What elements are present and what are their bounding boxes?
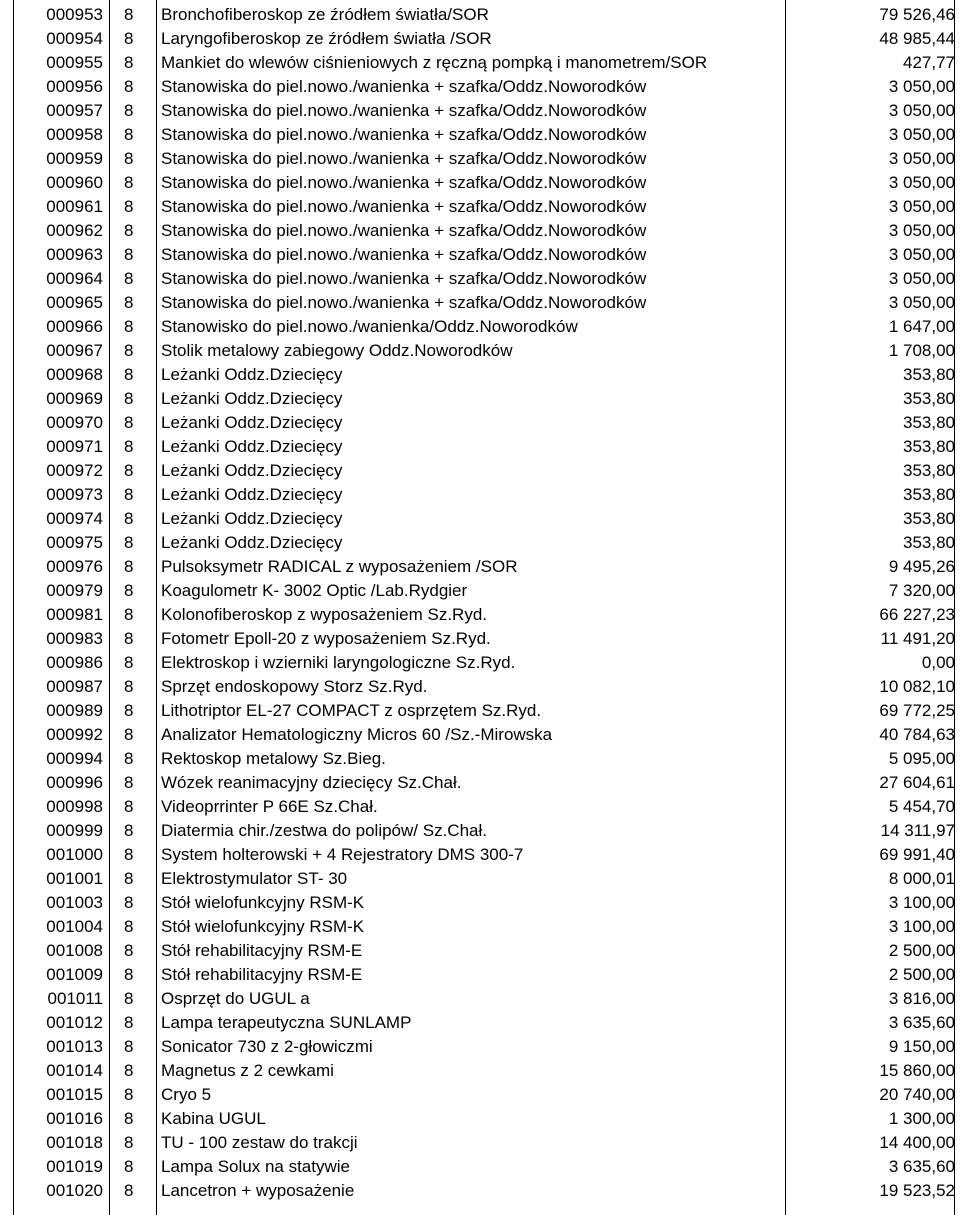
inventory-number-cell: 000961 [46,197,103,216]
group-cell: 8 [124,1157,134,1176]
item-name-cell: Lampa terapeutyczna SUNLAMP [161,1013,412,1032]
inventory-number-cell: 000992 [46,725,103,744]
inventory-number-cell: 000955 [46,53,103,72]
table-row [0,1155,960,1179]
item-name-cell: Stół wielofunkcyjny RSM-K [161,893,365,912]
table-row [0,387,960,411]
value-cell: 3 050,00 [888,173,955,192]
item-name-cell: Mankiet do wlewów ciśnieniowych z ręczną pompką i manometrem/SOR [161,53,708,72]
item-name-cell: Elektroskop i wzierniki laryngologiczne Sz.Ryd. [161,653,516,672]
group-cell: 8 [124,1037,134,1056]
inventory-number-cell: 001015 [46,1085,103,1104]
group-cell: 8 [124,101,134,120]
item-name-cell: System holterowski + 4 Rejestratory DMS 300-7 [161,845,524,864]
value-cell: 427,77 [903,53,955,72]
value-cell: 3 050,00 [888,245,955,264]
table-row [0,819,960,843]
item-name-cell: TU - 100 zestaw do trakcji [161,1133,358,1152]
table-row [0,267,960,291]
value-cell: 353,80 [903,365,955,384]
item-name-cell: Stanowiska do piel.nowo./wanienka + szafka/Oddz.Noworodków [161,269,647,288]
inventory-number-cell: 000989 [46,701,103,720]
value-cell: 353,80 [903,533,955,552]
inventory-number-cell: 000973 [46,485,103,504]
item-name-cell: Koagulometr K- 3002 Optic /Lab.Rydgier [161,581,468,600]
item-name-cell: Magnetus z 2 cewkami [161,1061,334,1080]
inventory-number-cell: 000994 [46,749,103,768]
value-cell: 3 816,00 [888,989,955,1008]
table-row [0,1083,960,1107]
table-row [0,219,960,243]
inventory-number-cell: 000953 [46,5,103,24]
value-cell: 353,80 [903,437,955,456]
group-cell: 8 [124,413,134,432]
table-row [0,483,960,507]
inventory-number-cell: 001016 [46,1109,103,1128]
item-name-cell: Leżanki Oddz.Dziecięcy [161,413,343,432]
value-cell: 5 454,70 [888,797,955,816]
value-cell: 1 300,00 [888,1109,955,1128]
table-row [0,723,960,747]
group-cell: 8 [124,797,134,816]
group-cell: 8 [124,125,134,144]
group-cell: 8 [124,701,134,720]
table-row [0,459,960,483]
value-cell: 48 985,44 [879,29,955,48]
group-cell: 8 [124,389,134,408]
inventory-number-cell: 000957 [46,101,103,120]
item-name-cell: Lithotriptor EL-27 COMPACT z osprzętem Sz.Ryd. [161,701,542,720]
value-cell: 79 526,46 [879,5,955,24]
value-cell: 3 635,60 [888,1013,955,1032]
inventory-number-cell: 000979 [46,581,103,600]
inventory-number-cell: 000998 [46,797,103,816]
group-cell: 8 [124,293,134,312]
table-row [0,651,960,675]
value-cell: 19 523,52 [879,1181,955,1200]
table-row [0,531,960,555]
group-cell: 8 [124,989,134,1008]
value-cell: 11 491,20 [880,629,955,648]
group-cell: 8 [124,269,134,288]
group-cell: 8 [124,893,134,912]
table-row [0,1179,960,1203]
inventory-number-cell: 000999 [46,821,103,840]
inventory-number-cell: 000976 [46,557,103,576]
item-name-cell: Stanowiska do piel.nowo./wanienka + szafka/Oddz.Noworodków [161,221,647,240]
group-cell: 8 [124,485,134,504]
table-row [0,1011,960,1035]
group-cell: 8 [124,365,134,384]
value-cell: 3 050,00 [888,125,955,144]
table-row [0,291,960,315]
value-cell: 15 860,00 [879,1061,955,1080]
table-row [0,771,960,795]
group-cell: 8 [124,221,134,240]
item-name-cell: Stanowiska do piel.nowo./wanienka + szafka/Oddz.Noworodków [161,173,647,192]
item-name-cell: Sonicator 730 z 2-głowiczmi [161,1037,373,1056]
table-row [0,699,960,723]
item-name-cell: Stół wielofunkcyjny RSM-K [161,917,365,936]
inventory-number-cell: 000956 [46,77,103,96]
value-cell: 3 050,00 [888,293,955,312]
item-name-cell: Rektoskop metalowy Sz.Bieg. [161,749,386,768]
value-cell: 27 604,61 [879,773,955,792]
item-name-cell: Stanowiska do piel.nowo./wanienka + szafka/Oddz.Noworodków [161,149,647,168]
table-row [0,963,960,987]
value-cell: 353,80 [903,389,955,408]
group-cell: 8 [124,725,134,744]
item-name-cell: Stanowiska do piel.nowo./wanienka + szafka/Oddz.Noworodków [161,293,647,312]
inventory-number-cell: 001000 [46,845,103,864]
group-cell: 8 [124,557,134,576]
inventory-number-cell: 000959 [46,149,103,168]
group-cell: 8 [124,917,134,936]
value-cell: 353,80 [903,485,955,504]
group-cell: 8 [124,245,134,264]
table-row [0,843,960,867]
item-name-cell: Lancetron + wyposażenie [161,1181,355,1200]
table-row [0,915,960,939]
item-name-cell: Leżanki Oddz.Dziecięcy [161,365,343,384]
table-row [0,27,960,51]
value-cell: 3 050,00 [888,149,955,168]
item-name-cell: Leżanki Oddz.Dziecięcy [161,437,343,456]
item-name-cell: Wózek reanimacyjny dziecięcy Sz.Chał. [161,773,462,792]
inventory-number-cell: 000970 [46,413,103,432]
group-cell: 8 [124,197,134,216]
table-row [0,891,960,915]
group-cell: 8 [124,437,134,456]
group-cell: 8 [124,749,134,768]
value-cell: 3 050,00 [888,101,955,120]
table-row [0,939,960,963]
item-name-cell: Leżanki Oddz.Dziecięcy [161,485,343,504]
value-cell: 353,80 [903,413,955,432]
group-cell: 8 [124,605,134,624]
inventory-number-cell: 001001 [46,869,103,888]
item-name-cell: Stanowiska do piel.nowo./wanienka + szafka/Oddz.Noworodków [161,197,647,216]
table-row [0,51,960,75]
inventory-number-cell: 001011 [47,989,103,1008]
value-cell: 14 311,97 [880,821,955,840]
item-name-cell: Leżanki Oddz.Dziecięcy [161,461,343,480]
table-row [0,507,960,531]
inventory-number-cell: 000975 [46,533,103,552]
inventory-number-cell: 000965 [46,293,103,312]
item-name-cell: Cryo 5 [161,1085,212,1104]
value-cell: 3 050,00 [888,221,955,240]
group-cell: 8 [124,1133,134,1152]
inventory-number-cell: 000996 [46,773,103,792]
item-name-cell: Kabina UGUL [161,1109,266,1128]
group-cell: 8 [124,509,134,528]
table-row [0,1107,960,1131]
table-row [0,1059,960,1083]
item-name-cell: Stół rehabilitacyjny RSM-E [161,941,363,960]
table-row [0,867,960,891]
table-row [0,315,960,339]
item-name-cell: Stolik metalowy zabiegowy Oddz.Noworodków [161,341,513,360]
item-name-cell: Stół rehabilitacyjny RSM-E [161,965,363,984]
group-cell: 8 [124,941,134,960]
group-cell: 8 [124,821,134,840]
table-row [0,195,960,219]
table-row [0,171,960,195]
group-cell: 8 [124,581,134,600]
inventory-number-cell: 001013 [46,1037,103,1056]
item-name-cell: Bronchofiberoskop ze źródłem światła/SOR [161,5,489,24]
value-cell: 353,80 [903,461,955,480]
value-cell: 3 050,00 [888,269,955,288]
group-cell: 8 [124,1109,134,1128]
item-name-cell: Sprzęt endoskopowy Storz Sz.Ryd. [161,677,428,696]
inventory-number-cell: 000960 [46,173,103,192]
value-cell: 69 991,40 [879,845,955,864]
table-row [0,339,960,363]
inventory-number-cell: 000963 [46,245,103,264]
inventory-number-cell: 000981 [46,605,103,624]
group-cell: 8 [124,29,134,48]
inventory-number-cell: 000967 [46,341,103,360]
inventory-number-cell: 001018 [46,1133,103,1152]
item-name-cell: Stanowiska do piel.nowo./wanienka + szafka/Oddz.Noworodków [161,245,647,264]
group-cell: 8 [124,965,134,984]
value-cell: 7 320,00 [888,581,955,600]
value-cell: 8 000,01 [888,869,955,888]
group-cell: 8 [124,341,134,360]
table-row [0,363,960,387]
item-name-cell: Diatermia chir./zestwa do polipów/ Sz.Chał. [161,821,487,840]
group-cell: 8 [124,173,134,192]
item-name-cell: Lampa Solux na statywie [161,1157,350,1176]
table-row [0,987,960,1011]
table-row [0,1035,960,1059]
value-cell: 9 150,00 [888,1037,955,1056]
group-cell: 8 [124,5,134,24]
item-name-cell: Analizator Hematologiczny Micros 60 /Sz.-Mirowska [161,725,553,744]
group-cell: 8 [124,53,134,72]
inventory-number-cell: 000968 [46,365,103,384]
inventory-number-cell: 000966 [46,317,103,336]
value-cell: 3 100,00 [888,893,955,912]
group-cell: 8 [124,629,134,648]
group-cell: 8 [124,77,134,96]
inventory-table [0,3,960,1203]
group-cell: 8 [124,773,134,792]
value-cell: 2 500,00 [888,965,955,984]
group-cell: 8 [124,869,134,888]
item-name-cell: Stanowiska do piel.nowo./wanienka + szafka/Oddz.Noworodków [161,101,647,120]
inventory-number-cell: 001014 [46,1061,103,1080]
inventory-number-cell: 000969 [46,389,103,408]
table-row [0,123,960,147]
table-row [0,579,960,603]
value-cell: 2 500,00 [888,941,955,960]
table-row [0,1131,960,1155]
value-cell: 353,80 [903,509,955,528]
value-cell: 0,00 [921,653,955,672]
table-row [0,75,960,99]
group-cell: 8 [124,1085,134,1104]
value-cell: 69 772,25 [879,701,955,720]
table-row [0,795,960,819]
table-row [0,675,960,699]
item-name-cell: Osprzęt do UGUL a [161,989,310,1008]
value-cell: 1 647,00 [888,317,955,336]
inventory-number-cell: 001019 [46,1157,103,1176]
inventory-number-cell: 000958 [46,125,103,144]
value-cell: 66 227,23 [879,605,955,624]
value-cell: 1 708,00 [888,341,955,360]
group-cell: 8 [124,461,134,480]
item-name-cell: Videoprrinter P 66E Sz.Chał. [161,797,378,816]
table-row [0,99,960,123]
value-cell: 20 740,00 [879,1085,955,1104]
item-name-cell: Leżanki Oddz.Dziecięcy [161,509,343,528]
inventory-number-cell: 000974 [46,509,103,528]
group-cell: 8 [124,317,134,336]
table-row [0,3,960,27]
inventory-number-cell: 001004 [46,917,103,936]
table-row [0,555,960,579]
group-cell: 8 [124,1013,134,1032]
inventory-number-cell: 001008 [46,941,103,960]
group-cell: 8 [124,1181,134,1200]
item-name-cell: Stanowiska do piel.nowo./wanienka + szafka/Oddz.Noworodków [161,77,647,96]
value-cell: 3 635,60 [888,1157,955,1176]
inventory-number-cell: 001003 [46,893,103,912]
value-cell: 3 050,00 [888,197,955,216]
value-cell: 3 050,00 [888,77,955,96]
inventory-number-cell: 000987 [46,677,103,696]
inventory-number-cell: 000964 [46,269,103,288]
inventory-number-cell: 000983 [46,629,103,648]
table-row [0,747,960,771]
item-name-cell: Leżanki Oddz.Dziecięcy [161,533,343,552]
group-cell: 8 [124,533,134,552]
value-cell: 14 400,00 [879,1133,955,1152]
item-name-cell: Elektrostymulator ST- 30 [161,869,348,888]
item-name-cell: Pulsoksymetr RADICAL z wyposażeniem /SOR [161,557,518,576]
value-cell: 9 495,26 [888,557,955,576]
table-row [0,627,960,651]
value-cell: 40 784,63 [879,725,955,744]
value-cell: 10 082,10 [879,677,955,696]
group-cell: 8 [124,677,134,696]
inventory-number-cell: 001009 [46,965,103,984]
item-name-cell: Laryngofiberoskop ze źródłem światła /SOR [161,29,492,48]
inventory-number-cell: 001020 [46,1181,103,1200]
item-name-cell: Fotometr Epoll-20 z wyposażeniem Sz.Ryd. [161,629,491,648]
inventory-number-cell: 000972 [46,461,103,480]
table-row [0,603,960,627]
inventory-number-cell: 001012 [46,1013,103,1032]
table-row [0,243,960,267]
group-cell: 8 [124,149,134,168]
group-cell: 8 [124,1061,134,1080]
item-name-cell: Stanowisko do piel.nowo./wanienka/Oddz.Noworodków [161,317,578,336]
inventory-number-cell: 000971 [46,437,103,456]
table-row [0,435,960,459]
group-cell: 8 [124,845,134,864]
group-cell: 8 [124,653,134,672]
inventory-number-cell: 000954 [46,29,103,48]
table-row [0,411,960,435]
table-row [0,147,960,171]
value-cell: 5 095,00 [888,749,955,768]
item-name-cell: Leżanki Oddz.Dziecięcy [161,389,343,408]
inventory-number-cell: 000962 [46,221,103,240]
inventory-number-cell: 000986 [46,653,103,672]
value-cell: 3 100,00 [888,917,955,936]
item-name-cell: Kolonofiberoskop z wyposażeniem Sz.Ryd. [161,605,487,624]
item-name-cell: Stanowiska do piel.nowo./wanienka + szafka/Oddz.Noworodków [161,125,647,144]
